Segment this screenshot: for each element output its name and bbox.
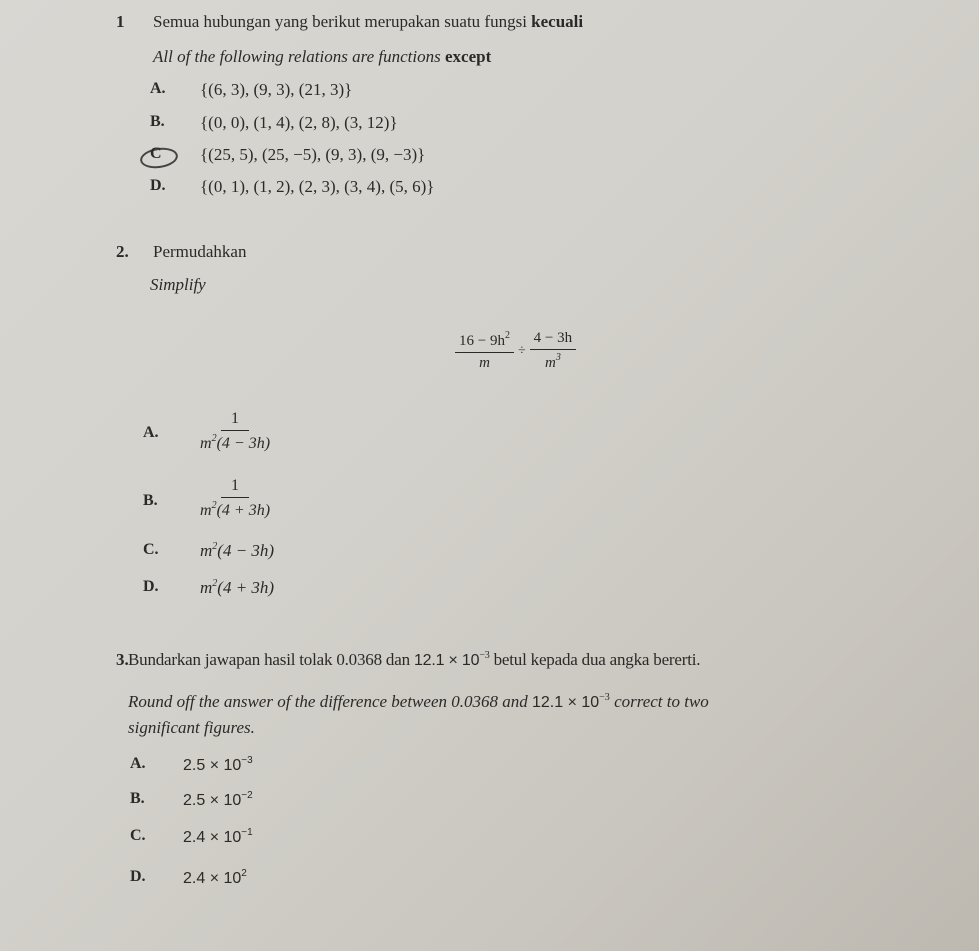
- q2-option-a-label: A.: [143, 424, 159, 441]
- q2b-den-base: m: [200, 502, 212, 519]
- question-2-number: 2.: [116, 242, 129, 261]
- q3-option-d-label: D.: [130, 868, 146, 885]
- q3-option-c-value: [183, 827, 253, 847]
- q2d-base: m: [200, 578, 213, 597]
- expr-den2-exp: 3: [555, 352, 561, 363]
- question-3-text-english-cont: significant figures.: [128, 718, 255, 737]
- q3a-base: 2.5 × 10: [183, 757, 242, 774]
- q2-option-b-value: [200, 477, 270, 520]
- q1-option-c-label: C: [150, 145, 162, 162]
- q3b-base: 2.5 × 10: [183, 792, 242, 809]
- q3-option-c-label: C.: [130, 827, 146, 844]
- q3c-exp: −1: [241, 827, 253, 838]
- question-1-text-english: [153, 47, 491, 67]
- q2-option-c-value: [200, 541, 274, 561]
- q2d-rest: (4 + 3h): [217, 578, 275, 597]
- expr-num1: 16 − 9h: [459, 333, 505, 349]
- q2a-num: 1: [221, 410, 249, 431]
- question-1-text-malay: [153, 12, 583, 32]
- question-2-text-malay: Permudahkan: [153, 242, 247, 261]
- expr-num1-exp: 2: [504, 330, 510, 341]
- q1-text-en-bold: except: [444, 47, 492, 66]
- q2-option-b-label: B.: [143, 492, 158, 509]
- q1-text-ms-bold: kecuali: [531, 12, 584, 31]
- q3-ms-exp: −3: [479, 650, 490, 661]
- q2c-rest: (4 − 3h): [217, 541, 275, 560]
- q3-option-d-value: [183, 868, 247, 888]
- q2a-den-rest: (4 − 3h): [216, 435, 271, 452]
- q3d-exp: 2: [241, 868, 247, 879]
- q1-option-d-label: D.: [150, 177, 166, 194]
- q3-en-b: correct to two: [614, 692, 709, 711]
- expr-num2: 4 − 3h: [530, 330, 576, 350]
- question-3-text-english: [128, 692, 709, 712]
- question-3-text-malay: [128, 650, 700, 670]
- q2b-den-exp: 2: [211, 500, 217, 511]
- q3b-exp: −2: [241, 790, 253, 801]
- q2-option-a-value: [200, 410, 270, 453]
- q2-expression: [455, 330, 576, 372]
- q2a-den-exp: 2: [211, 433, 217, 444]
- q3-ms-b: betul kepada dua angka bererti.: [493, 650, 701, 669]
- q3-ms-num: 12.1 × 10: [413, 652, 480, 669]
- q1-option-a-label: A.: [150, 80, 166, 97]
- expr-den1: m: [479, 355, 490, 371]
- q3-en-exp: −3: [599, 692, 610, 703]
- q1-option-a-value: {(6, 3), (9, 3), (21, 3)}: [200, 80, 353, 99]
- q3c-base: 2.4 × 10: [183, 829, 242, 846]
- q3d-base: 2.4 × 10: [183, 870, 242, 887]
- q2b-den-rest: (4 + 3h): [216, 502, 271, 519]
- q2b-num: 1: [221, 477, 249, 498]
- q3-en-num: 12.1 × 10: [532, 694, 600, 711]
- q2a-den-base: m: [200, 435, 212, 452]
- q2-option-d-value: [200, 578, 274, 598]
- q2-option-c-label: C.: [143, 541, 159, 558]
- question-3-number: 3.: [116, 650, 129, 669]
- question-2-text-english: Simplify: [150, 275, 206, 294]
- q1-option-b-label: B.: [150, 113, 165, 130]
- q1-option-c-value: {(25, 5), (25, −5), (9, 3), (9, −3)}: [200, 145, 426, 164]
- q2c-base: m: [200, 541, 213, 560]
- q3-en-a: Round off the answer of the difference between 0.0368 and: [128, 692, 528, 711]
- q3a-exp: −3: [241, 755, 253, 766]
- q2-option-d-label: D.: [143, 578, 159, 595]
- q2c-exp: 2: [212, 541, 218, 552]
- q3-option-b-value: [183, 790, 253, 810]
- question-1-number: 1: [116, 12, 125, 31]
- q3-option-a-label: A.: [130, 755, 146, 772]
- q1-text-en: All of the following relations are functions: [153, 47, 441, 66]
- expr-den2: m: [544, 355, 556, 371]
- q3-ms-a: Bundarkan jawapan hasil tolak 0.0368 dan: [128, 650, 410, 669]
- q1-text-ms: Semua hubungan yang berikut merupakan suatu fungsi: [153, 12, 527, 31]
- q3-option-b-label: B.: [130, 790, 145, 807]
- q1-option-b-value: {(0, 0), (1, 4), (2, 8), (3, 12)}: [200, 113, 398, 132]
- divide-sign: ÷: [517, 343, 526, 359]
- q1-option-d-value: {(0, 1), (1, 2), (2, 3), (3, 4), (5, 6)}: [200, 177, 435, 196]
- q3-option-a-value: [183, 755, 253, 775]
- q2d-exp: 2: [212, 578, 218, 589]
